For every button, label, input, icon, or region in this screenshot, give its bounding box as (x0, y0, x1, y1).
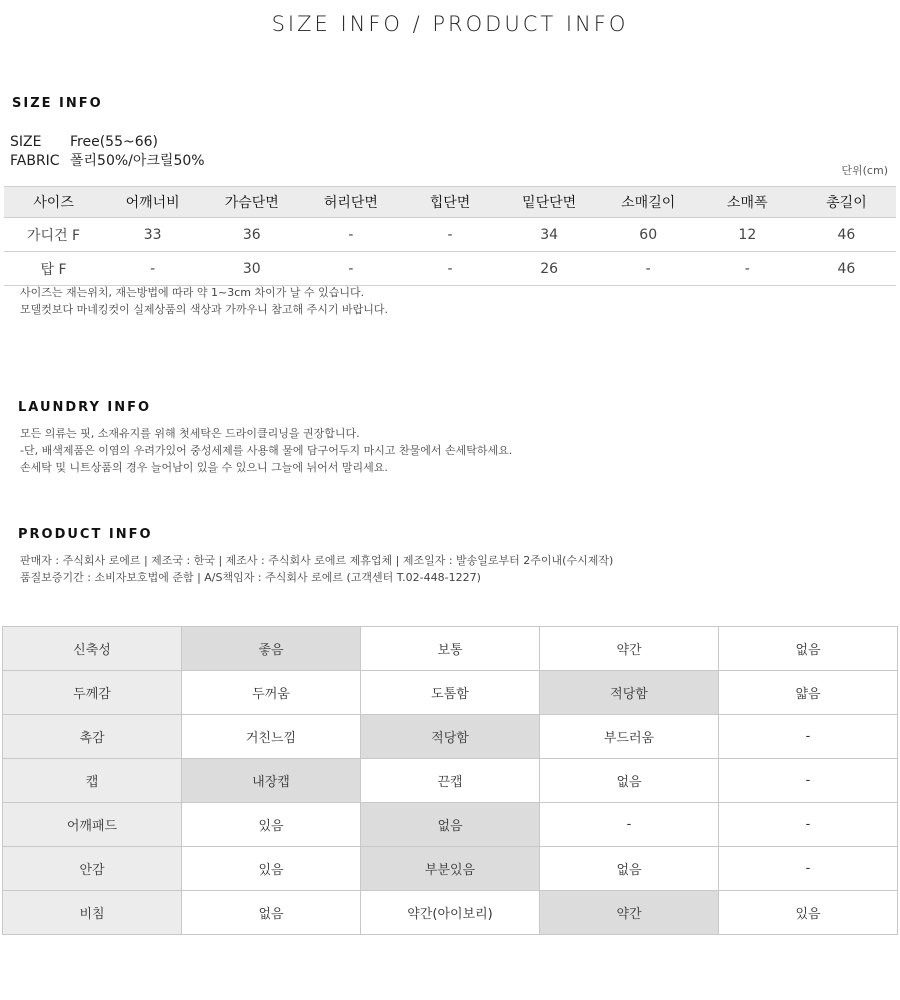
property-row (3, 715, 898, 759)
property-option: 부드러움 (540, 715, 719, 759)
table-cell: - (698, 252, 797, 286)
property-label: 어깨패드 (3, 803, 182, 847)
property-label: 두께감 (3, 671, 182, 715)
property-row (3, 847, 898, 891)
size-label: SIZE (10, 134, 42, 150)
property-option: 있음 (182, 847, 361, 891)
laundry-line: -단, 배색제품은 이염의 우려가있어 중성세제를 사용해 물에 담구어두지 마시고 찬물에서 손세탁하세요. (20, 444, 513, 457)
column-header: 소매길이 (599, 187, 698, 218)
property-label: 촉감 (3, 715, 182, 759)
property-option: - (719, 759, 898, 803)
property-option: 보통 (361, 627, 540, 671)
property-row (3, 803, 898, 847)
table-cell: 60 (599, 218, 698, 252)
table-cell: 36 (202, 218, 301, 252)
fabric-label: FABRIC (10, 153, 60, 169)
product-line: 판매자 : 주식회사 로에르 | 제조국 : 한국 | 제조사 : 주식회사 로에르 제휴업체 | 제조일자 : 발송일로부터 2주이내(수시제작) (20, 554, 614, 567)
table-cell: - (301, 252, 400, 286)
property-row (3, 759, 898, 803)
laundry-notes (20, 425, 512, 476)
size-value: Free(55~66) (70, 134, 158, 150)
table-cell: 33 (103, 218, 202, 252)
property-option: 좋음 (182, 627, 361, 671)
property-option: 없음 (540, 847, 719, 891)
property-row (3, 891, 898, 935)
column-header: 가슴단면 (202, 187, 301, 218)
size-spec (10, 134, 158, 150)
property-option: 약간(아이보리) (361, 891, 540, 935)
table-cell: 46 (797, 252, 896, 286)
property-option: 도톰함 (361, 671, 540, 715)
fabric-spec (10, 150, 205, 170)
property-label: 캡 (3, 759, 182, 803)
property-option: 없음 (361, 803, 540, 847)
property-option: 내장캡 (182, 759, 361, 803)
property-label: 비침 (3, 891, 182, 935)
property-row (3, 671, 898, 715)
table-cell: 34 (500, 218, 599, 252)
product-notes (20, 552, 613, 586)
laundry-info-heading: LAUNDRY INFO (18, 400, 152, 415)
property-option: 두꺼움 (182, 671, 361, 715)
property-option: - (540, 803, 719, 847)
property-option: 적당함 (540, 671, 719, 715)
size-note: 사이즈는 재는위치, 재는방법에 따라 약 1~3cm 차이가 날 수 있습니다. (20, 286, 365, 299)
property-option: - (719, 803, 898, 847)
property-row (3, 627, 898, 671)
property-option: 있음 (182, 803, 361, 847)
property-option: 약간 (540, 891, 719, 935)
table-cell: 12 (698, 218, 797, 252)
table-cell: - (400, 218, 499, 252)
property-option: 있음 (719, 891, 898, 935)
table-row (4, 252, 896, 286)
properties-table (2, 626, 898, 935)
fabric-value: 폴리50%/아크릴50% (70, 153, 205, 169)
table-row (4, 218, 896, 252)
property-option: - (719, 847, 898, 891)
product-info-heading: PRODUCT INFO (18, 527, 153, 542)
column-header: 총길이 (797, 187, 896, 218)
unit-label: 단위(cm) (841, 164, 888, 177)
table-cell: 46 (797, 218, 896, 252)
property-option: 없음 (540, 759, 719, 803)
property-option: 거친느낌 (182, 715, 361, 759)
property-label: 신축성 (3, 627, 182, 671)
table-cell: - (400, 252, 499, 286)
column-header: 허리단면 (301, 187, 400, 218)
table-cell: - (599, 252, 698, 286)
table-cell: 26 (500, 252, 599, 286)
page-title: SIZE INFO / PRODUCT INFO (271, 12, 629, 36)
table-cell: 가디건 F (4, 218, 103, 252)
column-header: 어깨너비 (103, 187, 202, 218)
product-line: 품질보증기간 : 소비자보호법에 준함 | A/S책임자 : 주식회사 로에르 (고객센터 T.02-448-1227) (20, 571, 481, 584)
property-option: 얇음 (719, 671, 898, 715)
size-info-heading: SIZE INFO (12, 96, 103, 111)
column-header: 밑단단면 (500, 187, 599, 218)
laundry-line: 모든 의류는 핏, 소재유지를 위해 첫세탁은 드라이클리닝을 권장합니다. (20, 427, 360, 440)
size-table-header (4, 187, 896, 218)
property-option: 적당함 (361, 715, 540, 759)
table-cell: - (301, 218, 400, 252)
property-option: - (719, 715, 898, 759)
property-label: 안감 (3, 847, 182, 891)
property-option: 없음 (719, 627, 898, 671)
property-option: 약간 (540, 627, 719, 671)
table-cell: 30 (202, 252, 301, 286)
property-option: 끈캡 (361, 759, 540, 803)
property-option: 없음 (182, 891, 361, 935)
size-table (4, 186, 896, 286)
laundry-line: 손세탁 및 니트상품의 경우 늘어남이 있을 수 있으니 그늘에 뉘어서 말리세요. (20, 461, 388, 474)
property-option: 부분있음 (361, 847, 540, 891)
column-header: 사이즈 (4, 187, 103, 218)
column-header: 소매폭 (698, 187, 797, 218)
column-header: 힙단면 (400, 187, 499, 218)
size-notes (20, 284, 388, 318)
size-note: 모델컷보다 마네킹컷이 실제상품의 색상과 가까우니 참고해 주시기 바랍니다. (20, 303, 389, 316)
table-cell: - (103, 252, 202, 286)
table-cell: 탑 F (4, 252, 103, 286)
